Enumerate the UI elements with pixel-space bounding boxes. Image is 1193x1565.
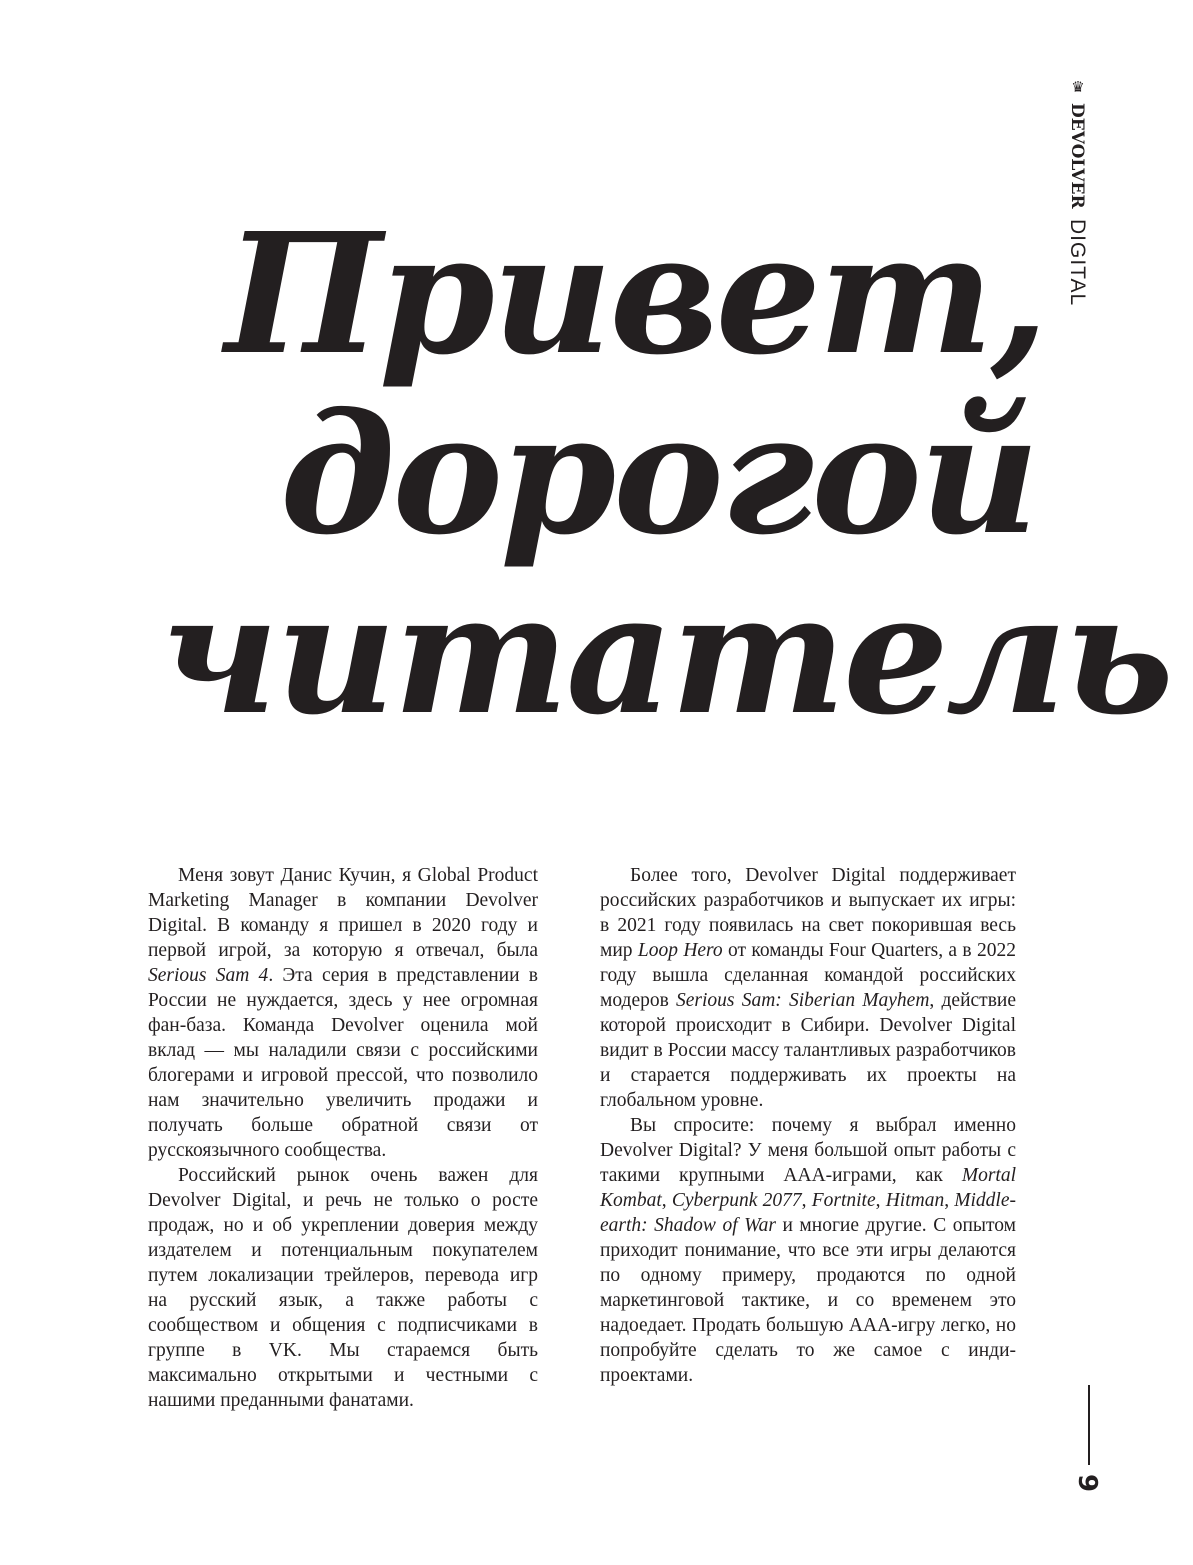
headline-line-2: дорогой xyxy=(280,377,1037,572)
brand-name-light: DIGITAL xyxy=(1066,219,1089,307)
headline-line-1: Привет, xyxy=(225,197,1046,392)
right-column xyxy=(600,863,1016,1388)
paragraph: Более того, Devolver Digital поддерживает российских разработчиков и выпускает их игры: в 2021 году появилась на свет покорившая весь мир Loop Hero от команды Four Quarters, а в 2022 году вышла сделанная командой российских модеров Serious Sam: Siberian Mayhem, действие которой происходит в Сибири. Devolver Digital видит в России массу талантливых разработчиков и старается поддерживать их проекты на глобальном уровне. xyxy=(600,865,1016,1111)
crown-icon: ♛ xyxy=(1069,78,1086,97)
headline-line-3: читатель xyxy=(160,557,1171,752)
page-number: 9 xyxy=(1072,1473,1103,1493)
paragraph: Меня зовут Данис Кучин, я Global Product Marketing Manager в компании Devolver Digital. В команду я пришел в 2020 году и первой игрой, за которую я отвечал, была Serious Sam 4. Эта серия в представлении в России не нуждается, здесь у нее огромная фан-база. Команда Devolver оценила мой вклад — мы наладили связи с российскими блогерами и игровой прессой, что позволило нам значительно увеличить продажи и получать больше обратной связи от русскоязычного сообщества. xyxy=(148,865,538,1161)
brand-name-bold: DEVOLVER xyxy=(1067,103,1087,209)
paragraph: Российский рынок очень важен для Devolver Digital, и речь не только о росте продаж, но и об укреплении доверия между издателем и потенциальным покупателем путем локализации трейлеров, перевода игр на русский язык, а также работы с сообществом и общения с подписчиками в группе в VK. Мы стараемся быть максимально открытыми и честными с нашими преданными фанатами. xyxy=(148,1165,538,1411)
paragraph: Вы спросите: почему я выбрал именно Devolver Digital? У меня большой опыт работы с такими крупными AAA-играми, как Mortal Kombat, Cyberpunk 2077, Fortnite, Hitman, Middle-earth: Shadow of War и многие другие. С опытом приходит понимание, что все эти игры делаются по одному примеру, продаются по одной маркетинговой тактике, и со временем это надоедает. Продать большую AAA-игру легко, но попробуйте сделать то же самое с инди-проектами. xyxy=(600,1115,1016,1386)
brand-logo xyxy=(1067,78,1087,307)
left-column xyxy=(148,863,538,1413)
vertical-rule xyxy=(1088,1385,1090,1465)
